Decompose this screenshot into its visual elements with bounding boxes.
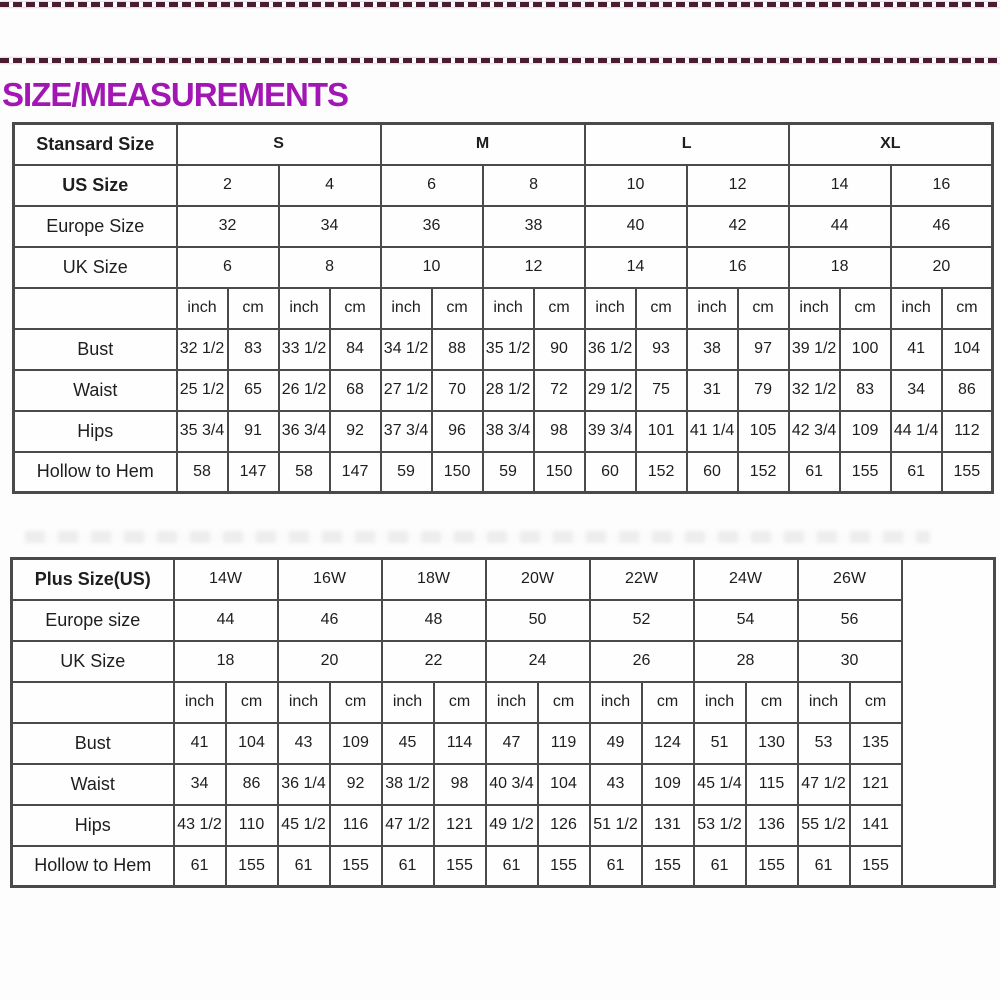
table-row [14, 288, 993, 329]
cell: 32 1/2 [789, 370, 840, 411]
cell: 20 [891, 247, 993, 288]
cell: 136 [746, 805, 798, 846]
cell: 155 [330, 846, 382, 887]
cell: 152 [636, 452, 687, 493]
dashed-divider-top [0, 2, 1000, 7]
cell: 46 [278, 600, 382, 641]
cell: 110 [226, 805, 278, 846]
cell: 43 [278, 723, 330, 764]
unit-cell: inch [278, 682, 330, 723]
cell: 28 1/2 [483, 370, 534, 411]
unit-cell: inch [789, 288, 840, 329]
unit-cell: cm [226, 682, 278, 723]
table-row [14, 329, 993, 370]
cell: 131 [642, 805, 694, 846]
unit-cell: inch [585, 288, 636, 329]
cell: 155 [840, 452, 891, 493]
cell: 34 1/2 [381, 329, 432, 370]
table-row [12, 764, 995, 805]
unit-cell: cm [432, 288, 483, 329]
cell: 49 1/2 [486, 805, 538, 846]
unit-cell: cm [738, 288, 789, 329]
cell: 51 [694, 723, 746, 764]
page-title: SIZE/MEASUREMENTS [2, 76, 349, 113]
cell: 18 [789, 247, 891, 288]
cell: 32 1/2 [177, 329, 228, 370]
cell: 16 [687, 247, 789, 288]
cell: 150 [432, 452, 483, 493]
cell: 34 [279, 206, 381, 247]
cell: 31 [687, 370, 738, 411]
cell: 32 [177, 206, 279, 247]
cell: 104 [538, 764, 590, 805]
table-row [14, 247, 993, 288]
cell: 147 [330, 452, 381, 493]
table-row [12, 600, 995, 641]
row-label: Bust [12, 723, 174, 764]
row-label: Stansard Size [14, 124, 177, 165]
cell: 93 [636, 329, 687, 370]
cell: 135 [850, 723, 902, 764]
cell: 98 [534, 411, 585, 452]
cell: 39 3/4 [585, 411, 636, 452]
cell: 47 [486, 723, 538, 764]
table-row [14, 124, 993, 165]
cell: 44 1/4 [891, 411, 942, 452]
cell: 98 [434, 764, 486, 805]
plus-size-table [10, 557, 996, 888]
cell: 4 [279, 165, 381, 206]
table-row [12, 723, 995, 764]
cell: 83 [840, 370, 891, 411]
row-label: Europe size [12, 600, 174, 641]
unit-cell: cm [840, 288, 891, 329]
cell: 147 [228, 452, 279, 493]
cell: 24 [486, 641, 590, 682]
cell: 28 [694, 641, 798, 682]
cell: 33 1/2 [279, 329, 330, 370]
cell: 100 [840, 329, 891, 370]
cell: 88 [432, 329, 483, 370]
cell: 61 [278, 846, 330, 887]
cell: 90 [534, 329, 585, 370]
unit-cell: cm [746, 682, 798, 723]
cell: 35 1/2 [483, 329, 534, 370]
cell: 61 [789, 452, 840, 493]
cell: 58 [177, 452, 228, 493]
cell: 27 1/2 [381, 370, 432, 411]
cell: 97 [738, 329, 789, 370]
unit-cell: inch [590, 682, 642, 723]
table-row [14, 370, 993, 411]
cell: 60 [585, 452, 636, 493]
cell: 38 [483, 206, 585, 247]
cell: 34 [891, 370, 942, 411]
unit-cell: cm [534, 288, 585, 329]
table-row [12, 682, 995, 723]
unit-cell: inch [891, 288, 942, 329]
cell: 54 [694, 600, 798, 641]
cell: 121 [850, 764, 902, 805]
cell: 116 [330, 805, 382, 846]
cell: 91 [228, 411, 279, 452]
unit-cell: cm [538, 682, 590, 723]
row-label: Plus Size(US) [12, 559, 174, 600]
cell: 155 [942, 452, 993, 493]
cell: 59 [381, 452, 432, 493]
cell: 56 [798, 600, 902, 641]
unit-cell: inch [177, 288, 228, 329]
table-row [12, 641, 995, 682]
unit-cell: inch [381, 288, 432, 329]
cell: 114 [434, 723, 486, 764]
row-label: Waist [12, 764, 174, 805]
cell: 44 [174, 600, 278, 641]
row-label: Hollow to Hem [14, 452, 177, 493]
size-header: L [585, 124, 789, 165]
cell: 86 [942, 370, 993, 411]
cell: 155 [226, 846, 278, 887]
row-label: Waist [14, 370, 177, 411]
cell: 43 [590, 764, 642, 805]
cell: 84 [330, 329, 381, 370]
cell: 152 [738, 452, 789, 493]
cell: 72 [534, 370, 585, 411]
cell: 41 [891, 329, 942, 370]
cell: 155 [850, 846, 902, 887]
table-row [12, 559, 995, 600]
unit-cell: cm [228, 288, 279, 329]
size-header: XL [789, 124, 993, 165]
table-row [14, 206, 993, 247]
cell: 51 1/2 [590, 805, 642, 846]
cell: 53 1/2 [694, 805, 746, 846]
cell: 36 1/4 [278, 764, 330, 805]
cell: 12 [483, 247, 585, 288]
cell: 45 1/2 [278, 805, 330, 846]
cell: 22 [382, 641, 486, 682]
cell: 26 [590, 641, 694, 682]
size-header: S [177, 124, 381, 165]
cell: 130 [746, 723, 798, 764]
cell: 8 [483, 165, 585, 206]
cell: 34 [174, 764, 226, 805]
cell: 150 [534, 452, 585, 493]
cell: 20 [278, 641, 382, 682]
cell: 10 [381, 247, 483, 288]
cell: 14 [585, 247, 687, 288]
cell: 155 [538, 846, 590, 887]
empty-cell [14, 288, 177, 329]
table-row [14, 411, 993, 452]
cell: 104 [226, 723, 278, 764]
cell: 115 [746, 764, 798, 805]
cell: 37 3/4 [381, 411, 432, 452]
unit-cell: inch [483, 288, 534, 329]
cell: 65 [228, 370, 279, 411]
cell: 61 [382, 846, 434, 887]
cell: 109 [642, 764, 694, 805]
cell: 75 [636, 370, 687, 411]
row-label: UK Size [12, 641, 174, 682]
cell: 86 [226, 764, 278, 805]
cell: 36 3/4 [279, 411, 330, 452]
table-row [14, 165, 993, 206]
cell: 124 [642, 723, 694, 764]
cell: 40 [585, 206, 687, 247]
cell: 43 1/2 [174, 805, 226, 846]
cell: 6 [381, 165, 483, 206]
cell: 61 [798, 846, 850, 887]
cell: 61 [174, 846, 226, 887]
cell: 59 [483, 452, 534, 493]
table-row [14, 452, 993, 493]
cell: 30 [798, 641, 902, 682]
cell: 46 [891, 206, 993, 247]
cell: 18 [174, 641, 278, 682]
cell: 8 [279, 247, 381, 288]
size-header: 18W [382, 559, 486, 600]
cell: 155 [746, 846, 798, 887]
cell: 141 [850, 805, 902, 846]
cell: 60 [687, 452, 738, 493]
cell: 109 [330, 723, 382, 764]
cell: 49 [590, 723, 642, 764]
size-header: 14W [174, 559, 278, 600]
cell: 52 [590, 600, 694, 641]
cell: 92 [330, 764, 382, 805]
cell: 68 [330, 370, 381, 411]
standard-size-table [12, 122, 994, 494]
cell: 47 1/2 [798, 764, 850, 805]
cell: 61 [891, 452, 942, 493]
cell: 26 1/2 [279, 370, 330, 411]
unit-cell: inch [486, 682, 538, 723]
unit-cell: inch [174, 682, 226, 723]
size-header: 24W [694, 559, 798, 600]
cell: 61 [694, 846, 746, 887]
unit-cell: cm [642, 682, 694, 723]
unit-cell: cm [850, 682, 902, 723]
row-label: US Size [14, 165, 177, 206]
cell: 2 [177, 165, 279, 206]
cell: 50 [486, 600, 590, 641]
cell: 42 3/4 [789, 411, 840, 452]
cell: 41 1/4 [687, 411, 738, 452]
cell: 10 [585, 165, 687, 206]
cell: 101 [636, 411, 687, 452]
dashed-divider [0, 58, 1000, 63]
cell: 105 [738, 411, 789, 452]
empty-cell [12, 682, 174, 723]
cell: 38 [687, 329, 738, 370]
unit-cell: cm [434, 682, 486, 723]
size-header: 22W [590, 559, 694, 600]
cell: 70 [432, 370, 483, 411]
row-label: UK Size [14, 247, 177, 288]
cell: 92 [330, 411, 381, 452]
unit-cell: inch [279, 288, 330, 329]
unit-cell: cm [942, 288, 993, 329]
unit-cell: cm [330, 682, 382, 723]
cell: 12 [687, 165, 789, 206]
table-row [12, 805, 995, 846]
row-label: Hips [14, 411, 177, 452]
cell: 41 [174, 723, 226, 764]
cell: 39 1/2 [789, 329, 840, 370]
unit-cell: cm [330, 288, 381, 329]
cell: 45 [382, 723, 434, 764]
cell: 40 3/4 [486, 764, 538, 805]
cell: 44 [789, 206, 891, 247]
row-label: Europe Size [14, 206, 177, 247]
cell: 83 [228, 329, 279, 370]
cell: 58 [279, 452, 330, 493]
cell: 79 [738, 370, 789, 411]
unit-cell: inch [798, 682, 850, 723]
size-header: 16W [278, 559, 382, 600]
unit-cell: inch [687, 288, 738, 329]
cell: 45 1/4 [694, 764, 746, 805]
cell: 29 1/2 [585, 370, 636, 411]
row-label: Bust [14, 329, 177, 370]
unit-cell: inch [382, 682, 434, 723]
cell: 61 [590, 846, 642, 887]
cell: 126 [538, 805, 590, 846]
cell: 155 [642, 846, 694, 887]
row-label: Hollow to Hem [12, 846, 174, 887]
cell: 14 [789, 165, 891, 206]
cell: 16 [891, 165, 993, 206]
cell: 96 [432, 411, 483, 452]
cell: 112 [942, 411, 993, 452]
cell: 155 [434, 846, 486, 887]
unit-cell: inch [694, 682, 746, 723]
cell: 35 3/4 [177, 411, 228, 452]
watermark-artifact [25, 531, 930, 543]
table-row [12, 846, 995, 887]
row-label: Hips [12, 805, 174, 846]
cell: 42 [687, 206, 789, 247]
cell: 53 [798, 723, 850, 764]
empty-cell [902, 559, 995, 887]
cell: 36 1/2 [585, 329, 636, 370]
size-header: 20W [486, 559, 590, 600]
cell: 25 1/2 [177, 370, 228, 411]
cell: 38 1/2 [382, 764, 434, 805]
cell: 47 1/2 [382, 805, 434, 846]
cell: 36 [381, 206, 483, 247]
cell: 61 [486, 846, 538, 887]
cell: 119 [538, 723, 590, 764]
cell: 6 [177, 247, 279, 288]
cell: 121 [434, 805, 486, 846]
cell: 38 3/4 [483, 411, 534, 452]
cell: 55 1/2 [798, 805, 850, 846]
unit-cell: cm [636, 288, 687, 329]
size-header: M [381, 124, 585, 165]
size-header: 26W [798, 559, 902, 600]
cell: 109 [840, 411, 891, 452]
cell: 104 [942, 329, 993, 370]
cell: 48 [382, 600, 486, 641]
